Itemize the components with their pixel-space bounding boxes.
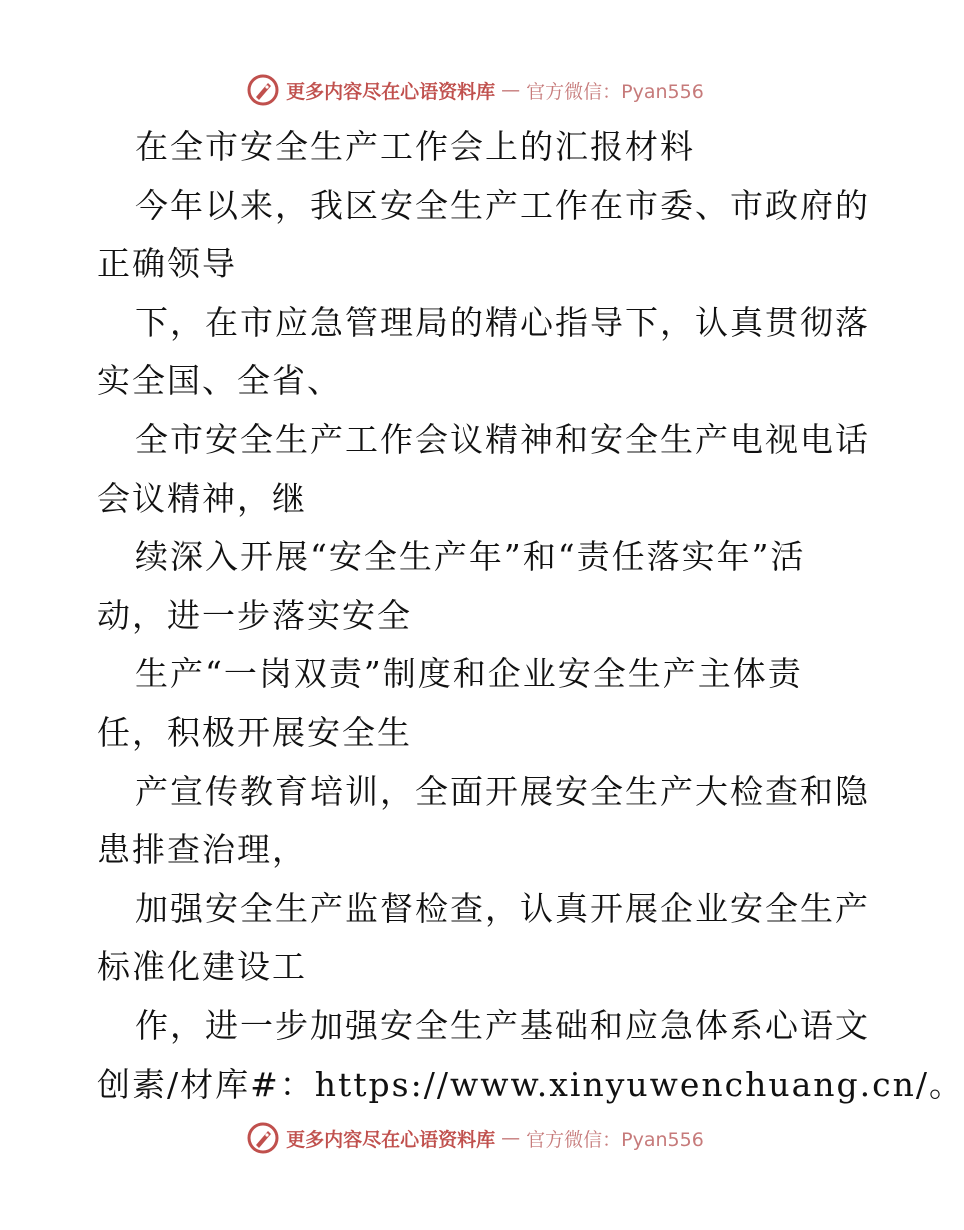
paragraph-line: 正确领导	[97, 244, 237, 284]
paragraph-line: 会议精神，继	[97, 478, 307, 518]
document-body	[97, 118, 964, 1114]
banner-separator: —	[501, 79, 521, 101]
paragraph-line: 任，积极开展安全生	[97, 712, 412, 752]
banner-prefix: 更多内容尽在心语资料库	[286, 80, 496, 103]
paragraph-line: 产宣传教育培训，全面开展安全生产大检查和隐	[135, 771, 870, 811]
document-title: 在全市安全生产工作会上的汇报材料	[135, 127, 695, 166]
banner-wechat: 官方微信：Pyan556	[526, 1128, 704, 1151]
banner-separator: —	[501, 1127, 521, 1149]
paragraph-line: 实全国、全省、	[97, 361, 342, 401]
footer-banner	[0, 1118, 950, 1158]
paragraph-line-url: 创素/材库#：https://www.xinyuwenchuang.cn/。	[97, 1064, 964, 1104]
paragraph-line: 下，在市应急管理局的精心指导下，认真贯彻落	[135, 302, 870, 342]
banner-wechat: 官方微信：Pyan556	[526, 80, 704, 103]
paragraph-line: 续深入开展“安全生产年”和“责任落实年”活	[135, 537, 806, 577]
pen-nib-logo-icon	[246, 73, 280, 107]
banner-prefix: 更多内容尽在心语资料库	[286, 1128, 496, 1151]
paragraph-line: 作，进一步加强安全生产基础和应急体系心语文	[135, 1005, 870, 1045]
paragraph-line: 患排查治理，	[97, 830, 307, 870]
header-banner	[0, 70, 950, 110]
paragraph-line: 全市安全生产工作会议精神和安全生产电视电话	[135, 419, 870, 459]
paragraph-line: 今年以来，我区安全生产工作在市委、市政府的	[135, 185, 870, 225]
paragraph-line: 标准化建设工	[97, 947, 307, 987]
pen-nib-logo-icon	[246, 1121, 280, 1155]
paragraph-line: 生产“一岗双责”制度和企业安全生产主体责	[135, 654, 803, 694]
paragraph-line: 动，进一步落实安全	[97, 595, 412, 635]
paragraph-line: 加强安全生产监督检查，认真开展企业安全生产	[135, 888, 870, 928]
